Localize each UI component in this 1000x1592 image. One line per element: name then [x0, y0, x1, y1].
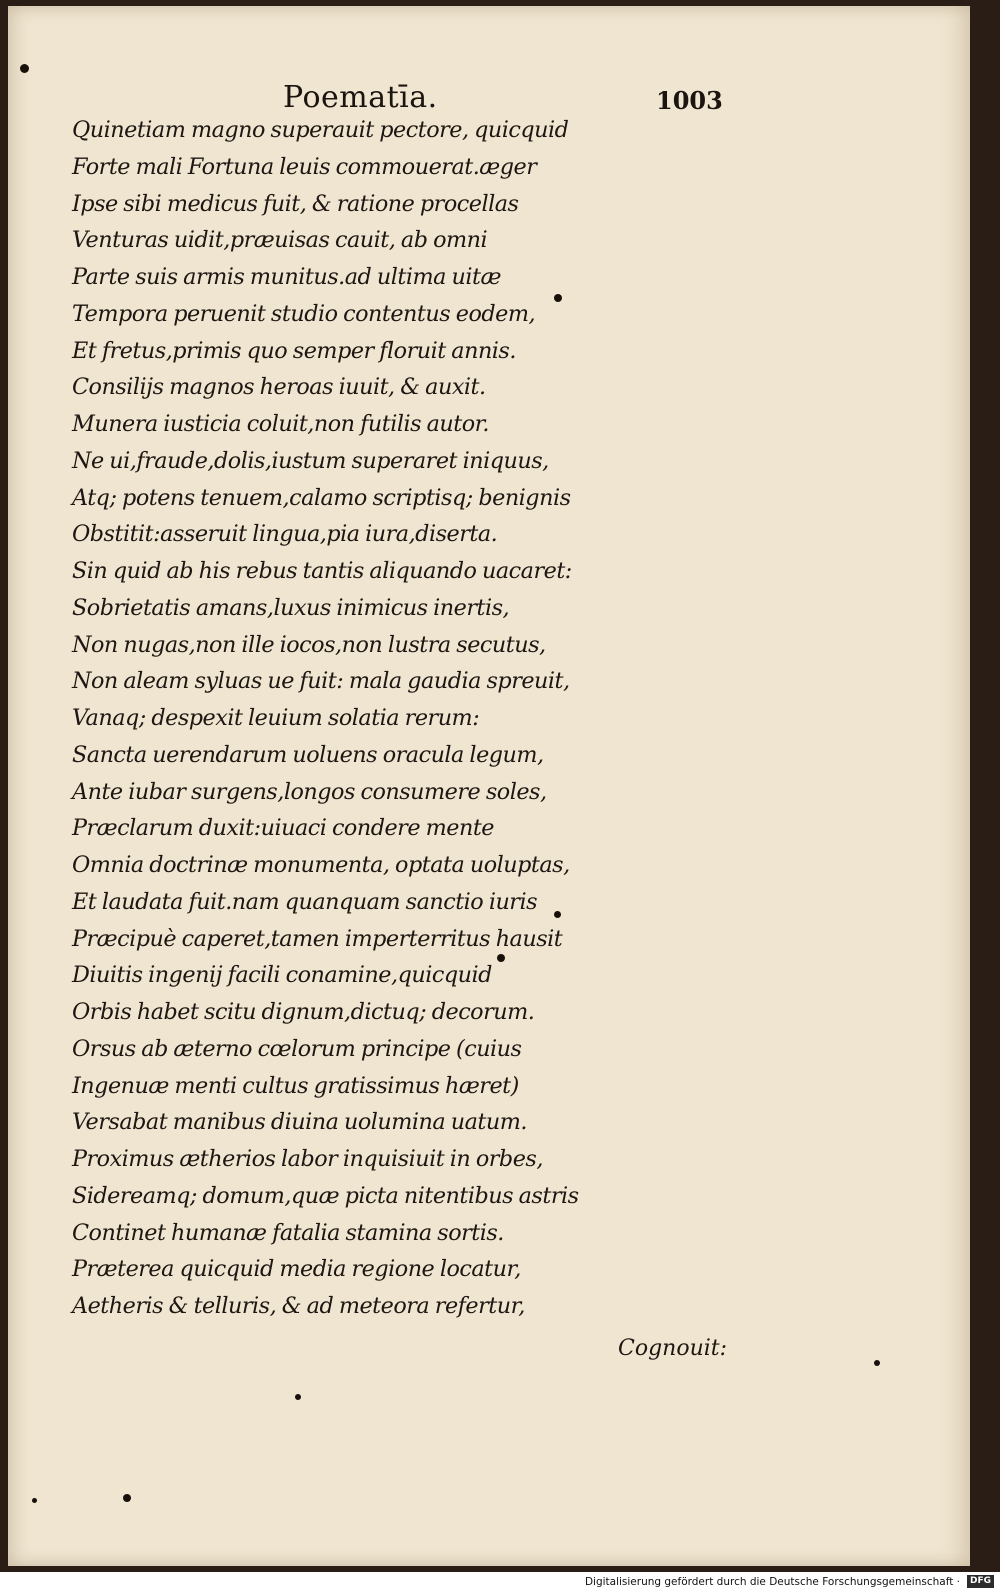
- verse-line: Tempora peruenit studio contentus eodem,: [72, 300, 536, 327]
- verse-line: Sin quid ab his rebus tantis aliquando uacaret:: [72, 558, 572, 584]
- verse-line: Ante iubar surgens,longos consumere soles,: [72, 778, 547, 805]
- verse-line: Quinetiam magno superauit pectore, quicquid: [72, 117, 569, 143]
- verse-line: Et laudata fuit.nam quanquam sanctio iuris: [72, 888, 538, 915]
- verse-line: Atq; potens tenuem,calamo scriptisq; benignis: [72, 484, 571, 511]
- verse-line: Obstitit:asseruit lingua,pia iura,diserta.: [72, 521, 498, 548]
- verse-line: Ingenuæ menti cultus gratissimus hæret): [72, 1072, 519, 1099]
- verse-line: Sancta uerendarum uoluens oracula legum,: [72, 741, 544, 768]
- verse-line: Consilijs magnos heroas iuuit, & auxit.: [72, 374, 486, 401]
- verse-line: Sobrietatis amans,luxus inimicus inertis,: [72, 594, 510, 621]
- ink-spot: [123, 1494, 131, 1502]
- verse-line: Versabat manibus diuina uolumina uatum.: [72, 1109, 527, 1136]
- digitization-credit: Digitalisierung gefördert durch die Deutsche Forschungsgemeinschaft ·: [584, 1576, 960, 1588]
- page-number: 1003: [656, 86, 723, 115]
- verse-line: Præclarum duxit:uiuaci condere mente: [72, 815, 494, 842]
- ink-spot: [874, 1360, 880, 1366]
- ink-spot: [295, 1394, 301, 1400]
- verse-line: Venturas uidit,præuisas cauit, ab omni: [72, 227, 488, 254]
- verse-line: Parte suis armis munitus.ad ultima uitæ: [72, 264, 501, 290]
- verse-line: Et fretus,primis quo semper floruit annis.: [72, 337, 516, 364]
- verse-line: Munera iusticia coluit,non futilis autor.: [72, 411, 489, 437]
- verse-line: Aetheris & telluris, & ad meteora refertur,: [72, 1293, 525, 1319]
- catchword: Cognouit:: [618, 1336, 728, 1361]
- verse-line: Præcipuè caperet,tamen imperterritus hausit: [72, 925, 563, 952]
- verse-line: Diuitis ingenij facili conamine,quicquid: [72, 962, 492, 989]
- verse-line: Forte mali Fortuna leuis commouerat.æger: [72, 153, 537, 180]
- verse-line: Non nugas,non ille iocos,non lustra secutus,: [72, 631, 546, 658]
- verse-line: Præterea quicquid media regione locatur,: [72, 1256, 521, 1283]
- ink-spot: [20, 64, 29, 73]
- verse-line: Orsus ab æterno cœlorum principe (cuius: [72, 1035, 522, 1062]
- dfg-logo: DFG: [967, 1575, 994, 1588]
- verse-line: Non aleam syluas ue fuit: mala gaudia spreuit,: [72, 668, 570, 695]
- verse-line: Proximus ætherios labor inquisiuit in orbes,: [72, 1146, 543, 1172]
- verse-line: Ipse sibi medicus fuit, & ratione procellas: [72, 190, 519, 217]
- running-head: Poematīa.: [283, 80, 438, 115]
- verse-line: Vanaq; despexit leuium solatia rerum:: [72, 705, 480, 731]
- verse-line: Omnia doctrinæ monumenta, optata uoluptas,: [72, 852, 570, 878]
- ink-spot: [32, 1498, 37, 1503]
- verse-line: Ne ui,fraude,dolis,iustum superaret iniquus,: [72, 447, 549, 474]
- verse-line: Orbis habet scitu dignum,dictuq; decorum.: [72, 999, 535, 1025]
- verse-line: Continet humanæ fatalia stamina sortis.: [72, 1219, 504, 1246]
- verse-text: [72, 112, 579, 1325]
- verse-line: Sidereamq; domum,quæ picta nitentibus astris: [72, 1182, 579, 1209]
